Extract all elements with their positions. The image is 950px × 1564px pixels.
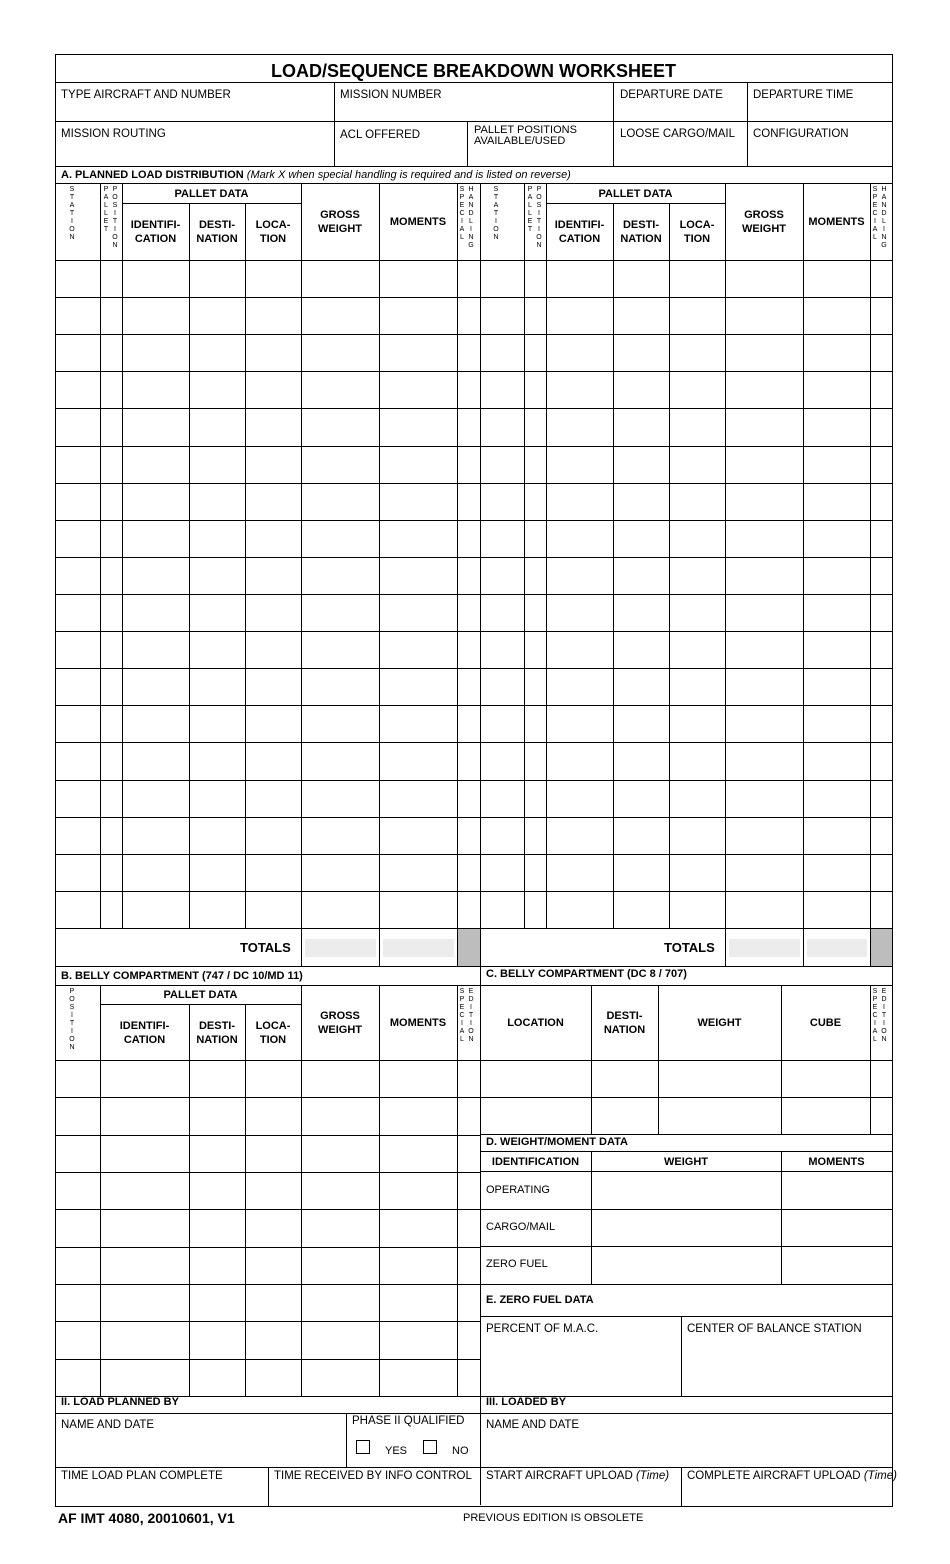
row-divider [56,817,892,818]
pallet-header-left: P A L L E T [103,186,109,233]
loose-cargo-field[interactable]: LOOSE CARGO/MAIL [620,128,736,140]
totals-label-left: TOTALS [240,940,291,955]
pallet-positions-label-1: PALLET POSITIONS [474,124,577,136]
location-header-right: LOCA- TION [679,219,715,245]
form-title: LOAD/SEQUENCE BREAKDOWN WORKSHEET [270,61,676,81]
handling-header-left: H A N D L I N G [468,186,474,249]
weight-header-c: WEIGHT [697,1017,742,1029]
row-divider [56,371,892,372]
type-aircraft-field[interactable]: TYPE AIRCRAFT AND NUMBER [61,89,231,101]
phase-ii-yes-label: YES [385,1445,408,1457]
row-divider [56,742,892,743]
position-header-left: P O S I T I O N [112,186,118,249]
moments-header-left: MOMENTS [389,216,447,228]
loaded-by-name-date-field[interactable]: NAME AND DATE [486,1419,580,1431]
row-divider [56,780,892,781]
special-header-c: S P E C I A L [872,988,878,1043]
section-c-title: C. BELLY COMPARTMENT (DC 8 / 707) [486,968,687,980]
edition-header-b: E D I T I O N [468,988,474,1043]
row-divider [56,483,892,484]
identification-header-d: IDENTIFICATION [491,1155,580,1168]
percent-mac-field[interactable]: PERCENT OF M.A.C. [486,1323,599,1335]
row-divider [56,446,892,447]
row-divider [56,1097,480,1098]
destination-header-left: DESTI- NATION [196,219,238,245]
acl-offered-field[interactable]: ACL OFFERED [340,129,421,141]
identification-header-b: IDENTIFI- CATION [119,1019,170,1046]
phase-ii-no-checkbox[interactable] [423,1440,437,1454]
pallet-positions-label-2: AVAILABLE/USED [474,135,566,147]
belly-c-row-1[interactable] [481,1061,870,1097]
form-id: AF IMT 4080, 20010601, V1 [58,1510,235,1526]
moments-header-right: MOMENTS [808,216,865,228]
operating-label: OPERATING [486,1184,550,1196]
cube-header-c: CUBE [809,1017,842,1029]
belly-c-row-2[interactable] [481,1098,870,1134]
row-divider [56,520,892,521]
identification-header-right: IDENTIFI- CATION [554,219,605,245]
section-a-title: A. PLANNED LOAD DISTRIBUTION (Mark X when special handling is required and is listed on reverse) [61,169,571,181]
position-header-b: P O S I T I O N [69,988,75,1051]
section-d-title: D. WEIGHT/MOMENT DATA [486,1136,628,1148]
location-header-b: LOCA- TION [255,1019,291,1046]
totals-moments-right[interactable] [807,939,867,957]
row-divider [56,854,892,855]
identification-header-left: IDENTIFI- CATION [130,219,181,245]
start-aircraft-upload-field[interactable]: START AIRCRAFT UPLOAD (Time) [486,1470,670,1482]
section-ii-title: II. LOAD PLANNED BY [61,1396,179,1408]
handling-header-right: H A N D L I N G [881,186,887,249]
totals-moments-left[interactable] [383,939,454,957]
complete-aircraft-upload-field[interactable]: COMPLETE AIRCRAFT UPLOAD (Time) [687,1470,897,1482]
row-divider [56,594,892,595]
destination-header-right: DESTI- NATION [620,219,662,245]
worksheet-form [55,54,897,1507]
moments-header-d: MOMENTS [808,1155,865,1168]
special-header-left: S P E C I A L [459,186,465,241]
destination-header-b: DESTI- NATION [196,1019,238,1046]
row-divider [56,1209,480,1210]
departure-date-field[interactable]: DEPARTURE DATE [620,89,723,101]
row-divider [56,1321,480,1322]
section-a-note: (Mark X when special handling is required and is listed on reverse) [246,169,571,181]
zero-fuel-label: ZERO FUEL [486,1258,548,1270]
pallet-data-header-b: PALLET DATA [163,989,238,1001]
row-divider [56,891,892,892]
position-header-right: P O S I T I O N [536,186,542,249]
row-divider [56,297,892,298]
row-divider [56,1284,480,1285]
special-header-b: S P E C I A L [459,988,465,1043]
pallet-header-right: P A L L E T [527,186,533,233]
pallet-data-header-right: PALLET DATA [598,187,673,200]
row-divider [56,334,892,335]
row-divider [56,557,892,558]
row-divider [56,1172,480,1173]
row-divider [56,1135,480,1136]
pallet-data-header-left: PALLET DATA [174,187,249,200]
phase-ii-yes-checkbox[interactable] [356,1440,370,1454]
row-divider [56,668,892,669]
load-planned-name-date-field[interactable]: NAME AND DATE [61,1419,155,1431]
edition-header-c: E D I T I O N [881,988,887,1043]
row-divider [56,705,892,706]
phase-ii-no-label: NO [452,1445,469,1457]
mission-number-field[interactable]: MISSION NUMBER [340,89,442,101]
mission-routing-field[interactable]: MISSION ROUTING [61,128,166,140]
totals-gross-weight-right[interactable] [729,939,800,957]
location-header-left: LOCA- TION [255,219,291,245]
obsolete-notice: PREVIOUS EDITION IS OBSOLETE [463,1512,644,1524]
configuration-field[interactable]: CONFIGURATION [753,128,849,140]
totals-label-right: TOTALS [664,940,715,955]
row-divider [56,1359,480,1360]
special-header-right: S P E C I A L [872,186,878,241]
totals-special-left [458,929,480,966]
gross-weight-header-right: GROSS WEIGHT [742,209,786,235]
destination-header-c: DESTI- NATION [603,1010,646,1036]
gross-weight-header-b: GROSS WEIGHT [318,1010,362,1036]
cargo-mail-label: CARGO/MAIL [486,1221,556,1233]
row-divider [56,1247,480,1248]
phase-ii-label: PHASE II QUALIFIED [352,1415,465,1427]
location-header-c: LOCATION [507,1017,564,1029]
time-load-plan-complete-field[interactable]: TIME LOAD PLAN COMPLETE [61,1470,223,1482]
section-e-title: E. ZERO FUEL DATA [486,1294,594,1306]
gross-weight-header-left: GROSS WEIGHT [318,209,362,235]
moments-header-b: MOMENTS [389,1017,447,1029]
center-balance-field[interactable]: CENTER OF BALANCE STATION [687,1323,862,1335]
row-divider [56,408,892,409]
weight-header-d: WEIGHT [664,1155,708,1168]
section-iii-title: III. LOADED BY [486,1396,567,1408]
totals-special-right [871,929,892,966]
row-divider [56,631,892,632]
departure-time-field[interactable]: DEPARTURE TIME [753,89,854,101]
station-header-right: S T A T I O N [493,186,499,241]
section-b-title: B. BELLY COMPARTMENT (747 / DC 10/MD 11) [61,970,303,982]
time-received-info-control-field[interactable]: TIME RECEIVED BY INFO CONTROL [274,1470,472,1482]
totals-gross-weight-left[interactable] [305,939,376,957]
station-header-left: S T A T I O N [69,186,75,241]
